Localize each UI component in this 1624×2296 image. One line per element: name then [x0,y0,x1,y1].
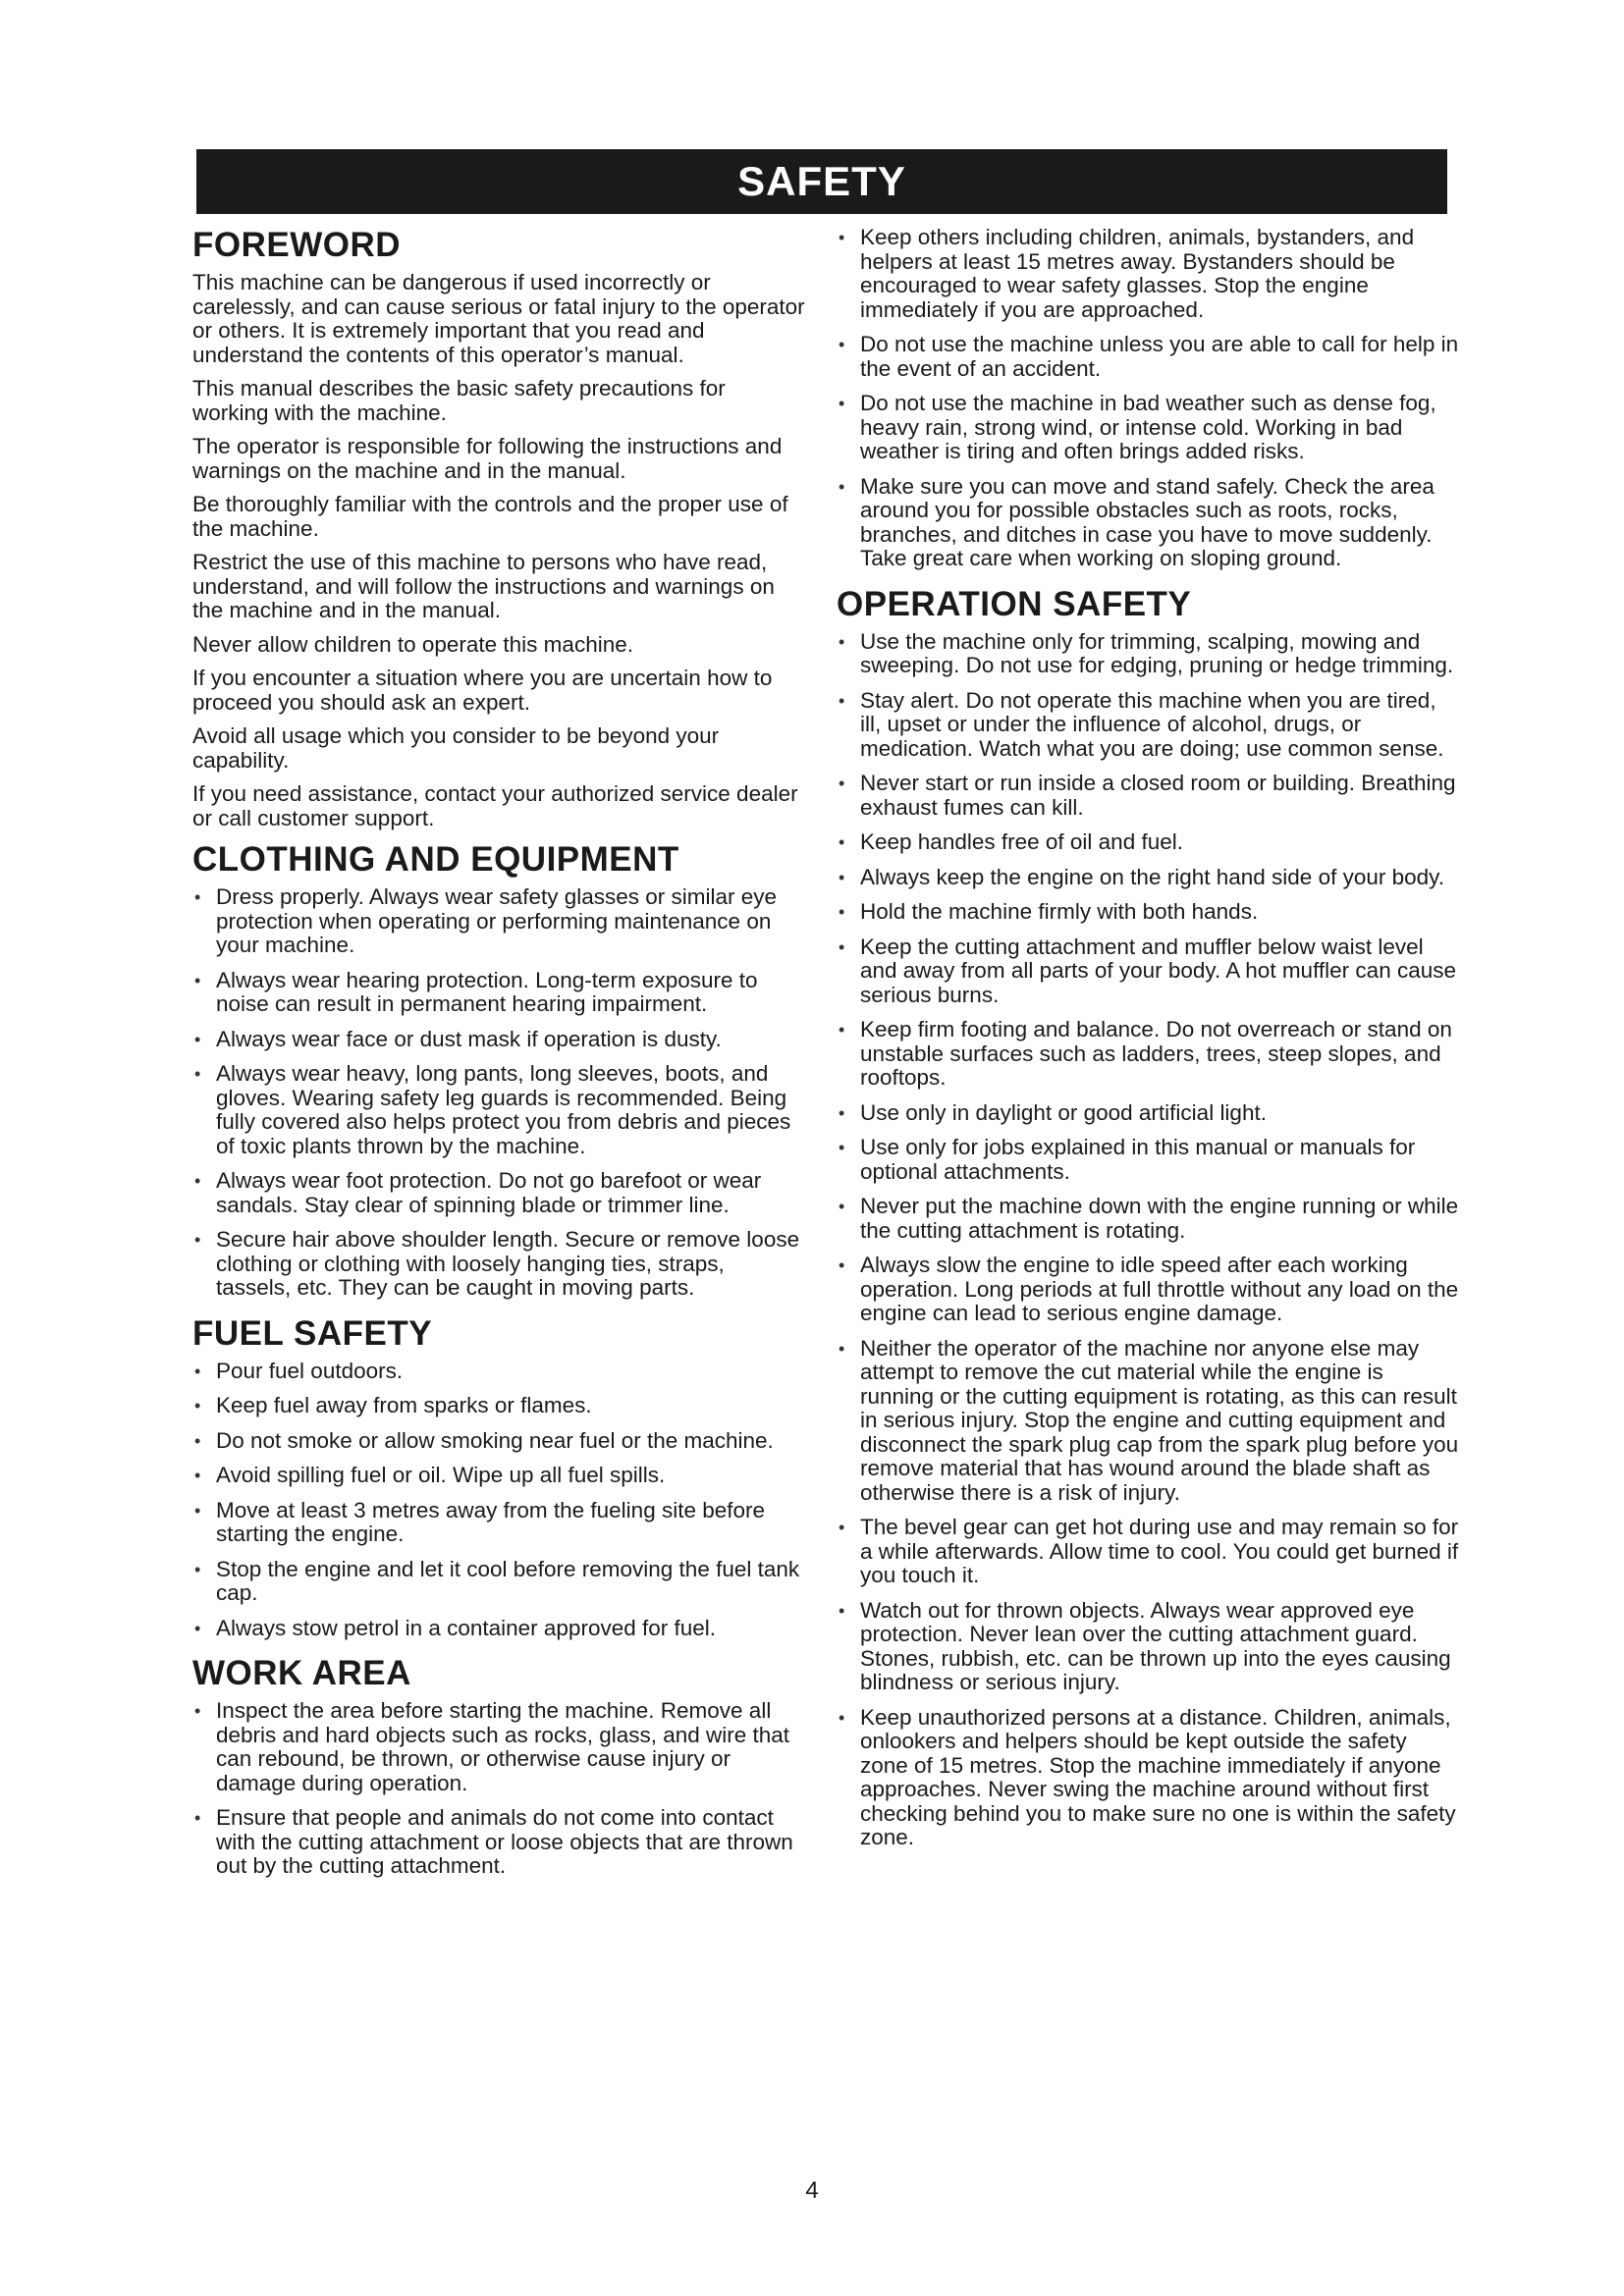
list-item: • Always keep the engine on the right hand side of your body. [837,866,1459,890]
list-item: • Use only in daylight or good artificial light. [837,1101,1459,1126]
safety-banner [196,149,1447,214]
work-area-list-left [192,1699,805,1879]
foreword-paragraph: If you need assistance, contact your authorized service dealer or call customer support. [192,781,798,830]
foreword-paragraph: This machine can be dangerous if used incorrectly or carelessly, and can cause serious or fatal injury to the operator or others. It is extremely important that you read and understand the contents of this operator’s manual. [192,270,805,367]
list-item: • Watch out for thrown objects. Always wear approved eye protection. Never lean over the cutting attachment guard. Stones, rubbish, etc. can be thrown up into the eyes causing blindness or serious injury. [837,1599,1459,1695]
list-item: • Neither the operator of the machine nor anyone else may attempt to remove the cut material while the engine is running or the cutting equipment is rotating, as this can result in serious injury. Stop the engine and cutting equipment and disconnect the spark plug cap from the spark plug before you remove material that has wound around the blade shaft as otherwise there is a risk of injury. [837,1337,1459,1506]
clothing-list [192,885,805,1301]
left-column [192,226,805,1893]
list-item: • Always wear hearing protection. Long-term exposure to noise can result in permanent hearing impairment. [192,969,805,1017]
banner-title: SAFETY [737,158,906,204]
list-item: • Keep firm footing and balance. Do not overreach or stand on unstable surfaces such as ladders, trees, steep slopes, and rooftops. [837,1018,1459,1091]
foreword-paragraph: The operator is responsible for following the instructions and warnings on the machine and in the manual. [192,434,783,483]
foreword-section [192,226,805,830]
list-item: • Hold the machine firmly with both hands. [837,900,1459,925]
list-item: • Do not use the machine in bad weather such as dense fog, heavy rain, strong wind, or intense cold. Working in bad weather is tiring and often brings added risks. [837,392,1459,464]
foreword-paragraph: Avoid all usage which you consider to be beyond your capability. [192,723,720,773]
work-area-continued [837,226,1459,571]
list-item: • Keep handles free of oil and fuel. [837,830,1459,855]
list-item: • Ensure that people and animals do not come into contact with the cutting attachment or loose objects that are thrown out by the cutting attachment. [192,1806,805,1879]
list-item: • Pour fuel outdoors. [192,1360,805,1384]
clothing-heading: CLOTHING AND EQUIPMENT [192,840,679,879]
operation-heading: OPERATION SAFETY [837,584,1192,623]
list-item: • Always wear face or dust mask if operation is dusty. [192,1028,805,1052]
list-item: • Avoid spilling fuel or oil. Wipe up all fuel spills. [192,1464,805,1488]
work-area-list-right [837,226,1459,571]
list-item: • Never put the machine down with the engine running or while the cutting attachment is rotating. [837,1195,1459,1243]
list-item: • Keep others including children, animals, bystanders, and helpers at least 15 metres away. Bystanders should be encouraged to wear safety glasses. Stop the engine immediately if you are approached. [837,226,1459,322]
list-item: • The bevel gear can get hot during use and may remain so for a while afterwards. Allow time to cool. You could get burned if you touch it. [837,1516,1459,1588]
list-item: • Do not use the machine unless you are able to call for help in the event of an accident. [837,333,1459,381]
list-item: • Move at least 3 metres away from the fueling site before starting the engine. [192,1499,805,1547]
list-item: • Do not smoke or allow smoking near fuel or the machine. [192,1429,805,1454]
list-item: • Stop the engine and let it cool before removing the fuel tank cap. [192,1558,805,1606]
work-area-section [192,1654,805,1879]
list-item: • Always slow the engine to idle speed after each working operation. Long periods at full throttle without any load on the engine can lead to serious engine damage. [837,1254,1459,1326]
foreword-heading: FOREWORD [192,226,402,264]
list-item: • Always stow petrol in a container approved for fuel. [192,1617,805,1641]
right-column [837,226,1459,1864]
operation-list [837,630,1459,1850]
list-item: • Make sure you can move and stand safely. Check the area around you for possible obstacles such as roots, rocks, branches, and ditches in case you have to move suddenly. Take great care when working on sloping ground. [837,475,1459,571]
foreword-paragraph: Restrict the use of this machine to persons who have read, understand, and will follow the instructions and warnings on the machine and in the manual. [192,550,775,622]
list-item: • Keep fuel away from sparks or flames. [192,1394,805,1418]
list-item: • Always wear heavy, long pants, long sleeves, boots, and gloves. Wearing safety leg guards is recommended. Being fully covered also helps protect you from debris and pieces of toxic plants thrown by the machine. [192,1062,805,1158]
fuel-list [192,1360,805,1641]
list-item: • Keep the cutting attachment and muffler below waist level and away from all parts of your body. A hot muffler can cause serious burns. [837,935,1459,1008]
foreword-paragraph: If you encounter a situation where you are uncertain how to proceed you should ask an expert. [192,666,773,715]
list-item: • Use the machine only for trimming, scalping, mowing and sweeping. Do not use for edging, pruning or hedge trimming. [837,630,1459,678]
operation-section [837,585,1459,1850]
list-item: • Never start or run inside a closed room or building. Breathing exhaust fumes can kill. [837,772,1459,820]
list-item: • Dress properly. Always wear safety glasses or similar eye protection when operating or performing maintenance on your machine. [192,885,805,958]
work-area-heading: WORK AREA [192,1654,411,1692]
list-item: • Stay alert. Do not operate this machine when you are tired, ill, upset or under the influence of alcohol, drugs, or medication. Watch what you are doing; use common sense. [837,689,1459,762]
fuel-section [192,1314,805,1641]
foreword-paragraph: Be thoroughly familiar with the controls and the proper use of the machine. [192,492,788,541]
fuel-heading: FUEL SAFETY [192,1313,433,1353]
foreword-paragraph: Never allow children to operate this machine. [192,631,633,657]
foreword-paragraph: This manual describes the basic safety precautions for working with the machine. [192,376,726,425]
list-item: • Inspect the area before starting the machine. Remove all debris and hard objects such as rocks, glass, and wire that can rebound, be thrown, or otherwise cause injury or damage during operation. [192,1699,805,1795]
list-item: • Always wear foot protection. Do not go barefoot or wear sandals. Stay clear of spinning blade or trimmer line. [192,1169,805,1217]
clothing-section [192,840,805,1301]
list-item: • Use only for jobs explained in this manual or manuals for optional attachments. [837,1136,1459,1184]
list-item: • Secure hair above shoulder length. Secure or remove loose clothing or clothing with loosely hanging ties, straps, tassels, etc. They can be caught in moving parts. [192,1228,805,1301]
list-item: • Keep unauthorized persons at a distance. Children, animals, onlookers and helpers should be kept outside the safety zone of 15 metres. Stop the machine immediately if anyone approaches. Never swing the machine around without first checking behind you to make sure no one is within the safety zone. [837,1706,1459,1850]
page-number: 4 [805,2177,819,2204]
